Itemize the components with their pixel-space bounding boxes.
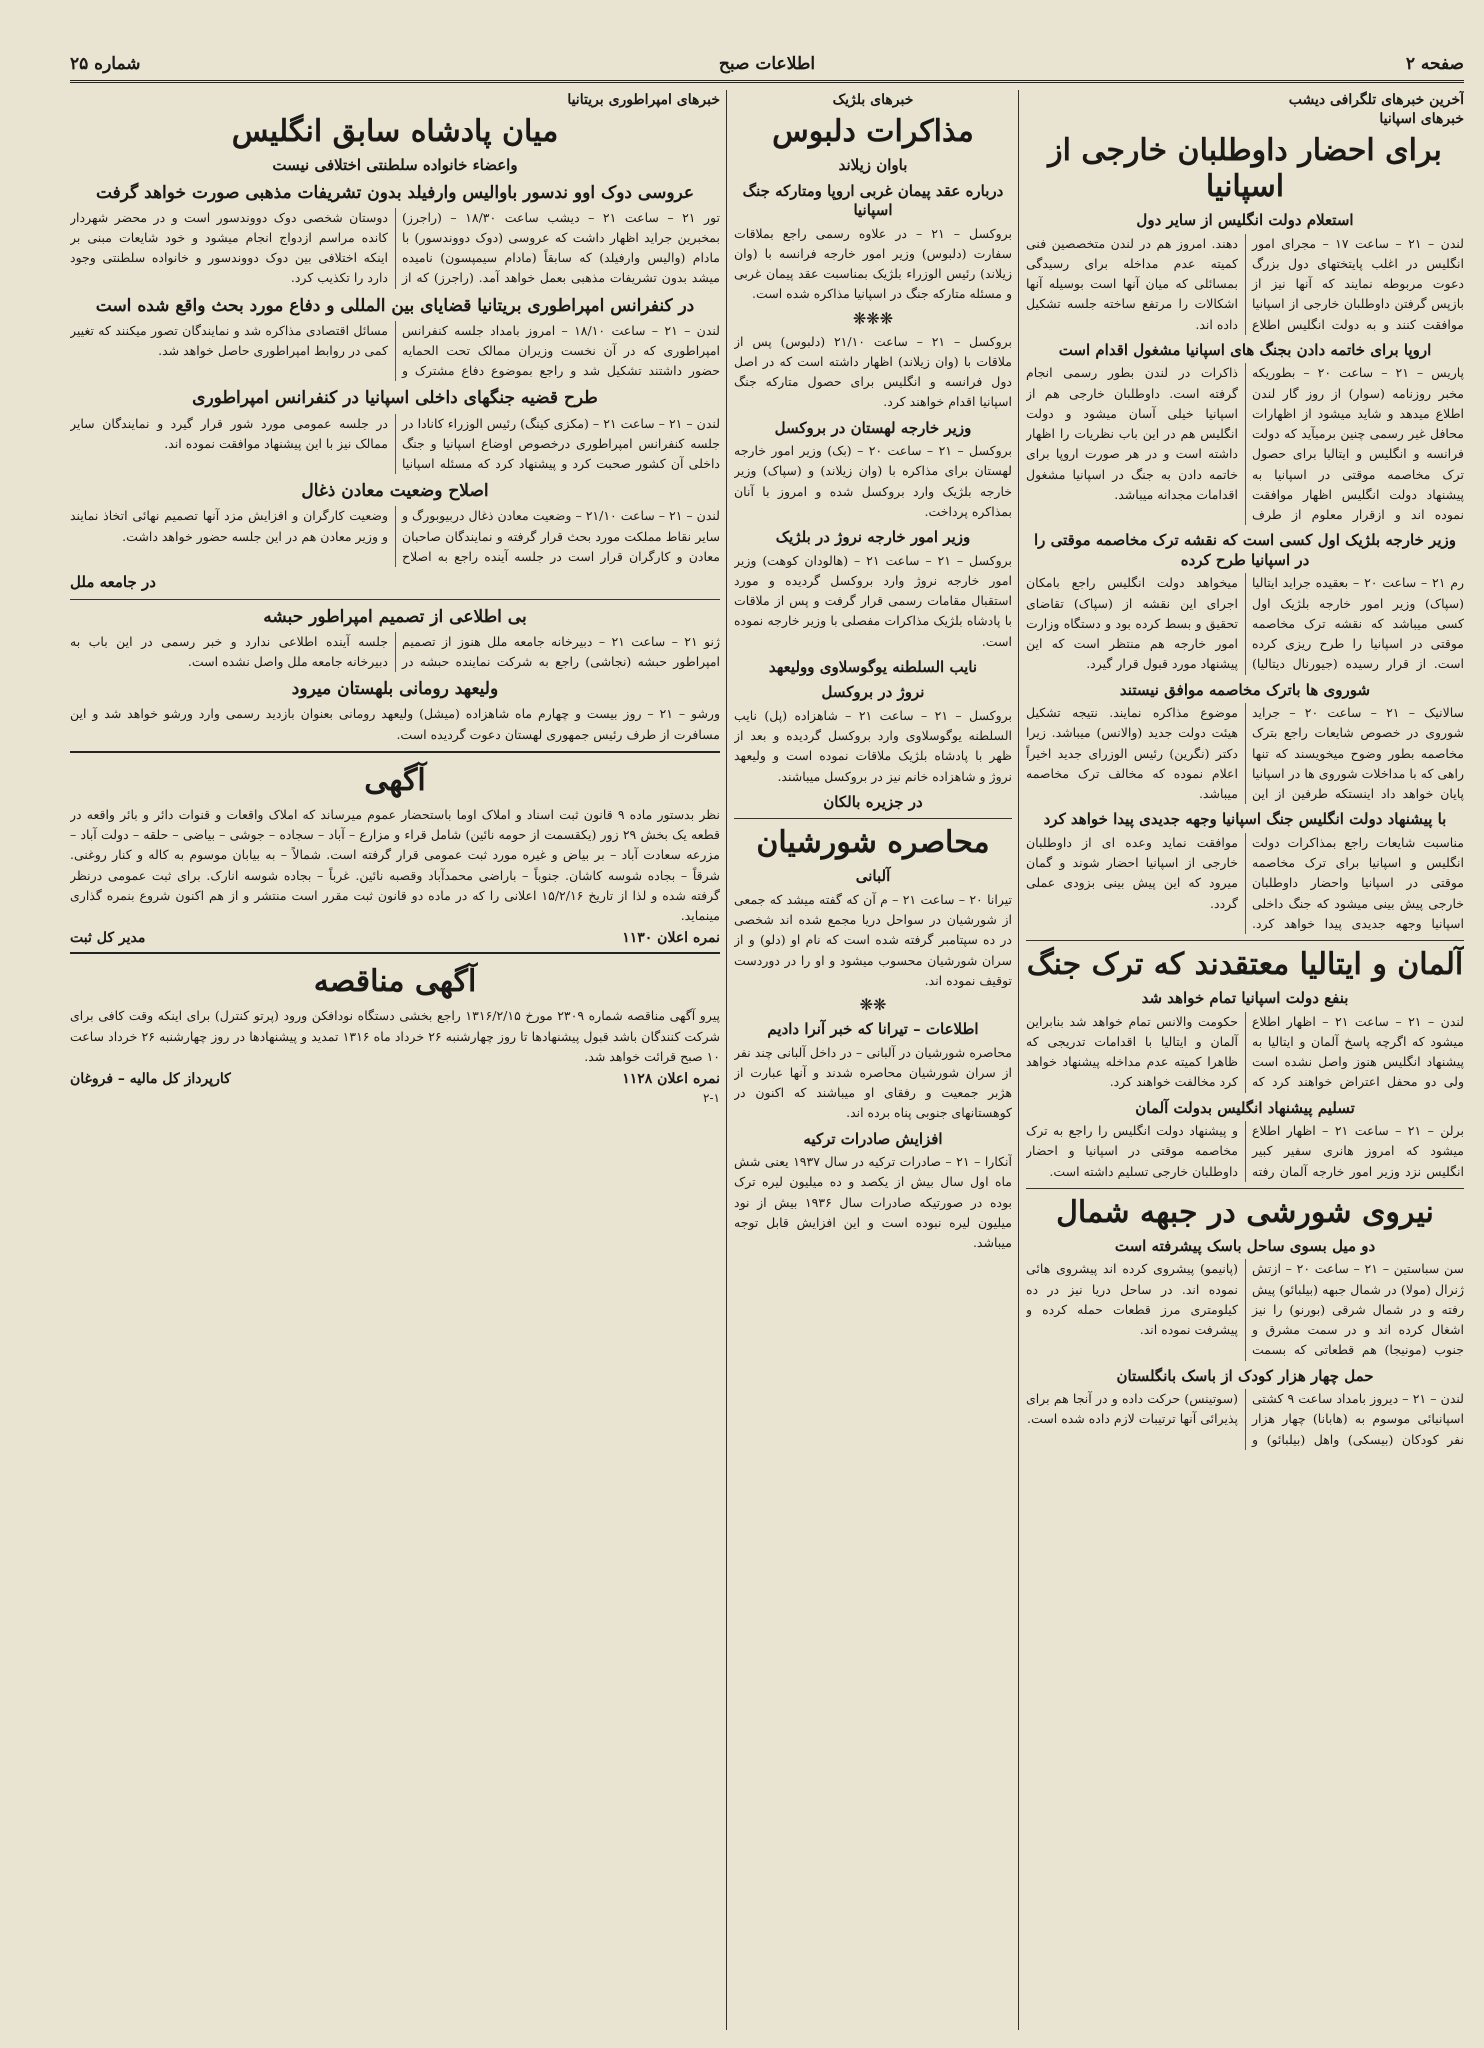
subheadline: بی اطلاعی از تصمیم امپراطور حبشه <box>263 606 527 627</box>
ad-signature <box>70 930 720 946</box>
kicker: خبرهای اسپانیا <box>1379 111 1464 127</box>
article-text: بروکسل – ۲۱ – در علاوه رسمی راجع بملاقات سفارت (دلبوس) وزیر امور خارجه فرانسه با (وان زیلاند) رئیس الوزراء بلژیک بمناسبت عقد پیمان غربی و مسئله متارکه جنگ در اسپانیا مذاکره شده است. <box>734 225 1012 302</box>
ad-title: آگهی <box>364 762 426 798</box>
headline: نیروی شورشی در جبهه شمال <box>1056 1194 1434 1230</box>
article-text: پاریس – ۲۱ – ساعت ۲۰ – بطوریکه مخبر روزنامه (سوار) از روز گار لندن اطلاع میدهد و شاید میشود از اظهارات محافل غیر رسمی چنین برمیآید که دولت فرانسه و انگلیس و ایتالیا برای حصول ترک مخاصمه موقتی در اسپانیا به پیشنهاد دولت انگلیس اظهار موافقت نموده اند و ازقرار معلوم از طرف ذاکرات در لندن بطور رسمی انجام گرفته است. داوطلبان خارجی هم از اسپانیا خیلی آسان میشود و دولت انگلیس هم در این باب نظریات را اظهار داشته است و در هر صورت اروپا برای خاتمه دادن به جنگ در اسپانیا مشغول اقدامات مجدانه میباشد. <box>1026 365 1464 522</box>
subheadline: وزیر خارجه بلژیک اول کسی است که نقشه ترک مخاصمه موقتی را در اسپانیا طرح کرده <box>1034 531 1456 569</box>
article-text: بروکسل – ۲۱ – ساعت ۲۰ – (بک) وزیر امور خارجه لهستان برای مذاکره با (وان زیلاند) و (سپاک) وزیر خارجه بلژیک وارد بروکسل شده و امروز با آنان بمذاکره پرداخت. <box>734 443 1012 519</box>
advertisement-registration <box>70 751 720 947</box>
divider <box>734 818 1012 819</box>
headline: برای احضار داوطلبان خارجی از اسپانیا <box>1048 133 1442 204</box>
article-text: تیرانا ۲۰ – ساعت ۲۱ – م آن که گفته میشد که جمعی از شورشیان در سواحل دریا مجمع شده اند شخصی در ده سپتامبر گرفته شده است که نام او (دلو) و از سران شورشیان محسوب میشود و او را در دوردست توقیف نموده اند. <box>734 891 1012 988</box>
article-text: بروکسل – ۲۱ – ساعت ۲۱/۱۰ (دلبوس) پس از ملاقات با (وان زیلاند) اظهار داشته است که در اصل دول فرانسه و انگلیس برای حصول متارکه جنگ اسپانیا اقدام خواهند کرد. <box>734 333 1012 410</box>
subheadline: افزایش صادرات ترکیه <box>803 1129 943 1148</box>
article-text: لندن – ۲۱ – ساعت ۱۸/۱۰ – امروز بامداد جلسه کنفرانس امپراطوری که در آن نخست وزیران ممالک تحت الحمایه حضور داشتند تشکیل شد و راجع بموضوع دفاع مشترک و مسائل اقتصادی مذاکره شد و نمایندگان تصور میکنند که تغییر کمی در روابط امپراطوری حاصل خواهد شد. <box>70 322 720 379</box>
subheadline: در کنفرانس امپراطوری بریتانیا قضایای بین المللی و دفاع مورد بحث واقع شده است <box>95 295 695 316</box>
separator-ornament: ❋❋ <box>859 995 887 1014</box>
article-text: لندن – ۲۱ – ساعت ۱۷ – مجرای امور انگلیس در اغلب پایتختهای دول بزرگ دعوت مربوطه نمایند که آنها نیز از بازپس گرفتن داوطلبان خارجی از اسپانیا موافقت کنند و به دولت انگلیس اطلاع دهند. امروز هم در لندن متخصصین فنی کمیته عدم مداخله برای رسیدگی بمسائلی که میان آنها است بوسیله آنها اشکالات را مرتفع ساخته جلسه تشکیل داده اند. <box>1026 235 1464 332</box>
subheadline: نایب السلطنه یوگوسلاوی وولیعهد <box>768 657 978 676</box>
subheadline: باوان زیلاند <box>838 156 908 174</box>
ad-text: پیرو آگهی مناقصه شماره ۲۳۰۹ مورخ ۱۳۱۶/۲/۱۵ راجع بخشی دستگاه نودافکن ورود (پرتو کنترل) برای اینکه وقت کافی برای شرکت کنندگان باشد قبول پیشنهادها تا روز چهارشنبه ۲۶ خرداد ماه ۱۳۱۶ تمدید و پیشنهادها در روز چهارشنبه ۲۶ خرداد ساعت ۱۰ صبح قرائت خواهد شد. <box>70 1008 720 1064</box>
ad-notice-number: نمره اعلان ۱۱۲۸ <box>622 1071 720 1088</box>
subheadline: درباره عقد پیمان غربی اروپا ومتارکه جنگ اسپانیا <box>742 181 1004 219</box>
column-british-empire-news <box>70 90 720 2030</box>
subheadline: حمل چهار هزار کودک از باسک بانگلستان <box>1116 1366 1374 1385</box>
subheadline: طرح قضیه جنگهای داخلی اسپانیا در کنفرانس امپراطوری <box>192 388 598 409</box>
subheadline: در جامعه ملل <box>70 573 156 592</box>
subheadline: استعلام دولت انگلیس از سایر دول <box>1136 211 1354 229</box>
kicker: خبرهای بلژیک <box>832 92 914 108</box>
subheadline: واعضاء خانواده سلطنتی اختلافی نیست <box>272 156 518 174</box>
subheadline: بنفع دولت اسپانیا تمام خواهد شد <box>1141 989 1349 1007</box>
column-belgium-news <box>734 90 1012 2030</box>
ad-notice-number: نمره اعلان ۱۱۳۰ <box>622 930 720 947</box>
article-text: لندن – ۲۱ – ساعت ۲۱ – اظهار اطلاع میشود که اگرچه پاسخ آلمان و ایتالیا به پیشنهاد انگلیس هنوز واصل نشده است ولی دو محفل اعتراض خواهند کرد که حکومت والانس تمام خواهد شد بنابراین آلمان و ایتالیا با اقدامات تدریجی که ظاهرا کمیته عدم مداخله پیشنهاد خواهد کرد مخالفت خواهند کرد. <box>1026 1013 1464 1090</box>
article-text: محاصره شورشیان در آلبانی – در داخل آلبانی چند نفر از سران شورشیان محاصره شدند و آنها عبارت از هژبر جمعیت و رفقای او میباشند که اکنون در کوهستانهای جنوبی پناه برده اند. <box>734 1044 1012 1121</box>
subheadline: وزیر خارجه لهستان در بروکسل <box>774 418 972 437</box>
article-text: رم ۲۱ – ساعت ۲۰ – بعقیده جراید ایتالیا (سپاک) وزیر امور خارجه بلژیک اول کسی میباشد که نقشه ترک مخاصمه موقتی در اسپانیا را طرح ریزی کرده است. از قرار رسیده (جیورنال دیتالیا) میخواهد دولت انگلیس راجع بامکان اجرای این نقشه از (سپاک) تقاضای تحقیق و بسط کرده بود و دستگاه وزارت امور خارجه هم منتظر است که این پیشنهاد مورد قبول قرار گیرد. <box>1026 575 1464 672</box>
column-spain-news <box>1026 90 1464 2030</box>
column-divider <box>1018 90 1019 2030</box>
masthead-rule <box>70 80 1464 83</box>
article-text: بروکسل – ۲۱ – ساعت ۲۱ – شاهزاده (پل) نایب السلطنه یوگوسلاوی وارد بروکسل گردیده و بعد از ظهر با پادشاه بلژیک ملاقات نموده است و ولیعهد نروژ و شاهزاده خانم نیز در بروکسل میباشند. <box>734 707 1012 784</box>
column-divider <box>726 90 727 2030</box>
kicker: خبرهای امپراطوری بریتانیا <box>567 92 720 108</box>
subheadline: دو میل بسوی ساحل باسک پیشرفته است <box>1114 1236 1376 1255</box>
article-text: بروکسل – ۲۱ – ساعت ۲۱ – (هالودان کوهت) وزیر امور خارجه نروژ وارد بروکسل گردیده و مورد استقبال مقامات رسمی قرار گرفت و پس از ملاقات با پادشاه بلژیک مذاکرات مفصلی با وزیر خارجه نموده است. <box>734 552 1012 649</box>
separator-ornament: ❋❋❋ <box>852 308 894 328</box>
subheadline: در جزیره بالکان <box>823 792 923 811</box>
subheadline: اصلاح وضعیت معادن ذغال <box>301 481 489 502</box>
subheadline: آلبانی <box>855 867 891 886</box>
article-text: تور ۲۱ – ساعت ۲۱ – دیشب ساعت ۱۸/۳۰ – (راجرز) بمخبرین جراید اظهار داشت که عروسی (دوک دووندسور) با مادام (والیس وارفیلد) که سابقاً (مادام سیمپسون) نامیده میشد بدون تشریفات مذهبی بعمل خواهد آمد. (راجرز) که از دوستان شخصی دوک دووندسور است و در محضر شهردار کانده مراسم ازدواج انجام میشود و خود شایعات مبنی بر اینکه اختلافی بین دوک دووندسور و خانواده سلطنتی وجود دارد را تکذیب کرد. <box>70 209 720 286</box>
newspaper-page <box>70 50 1464 2030</box>
subheadline: تسلیم پیشنهاد انگلیس بدولت آلمان <box>1135 1098 1355 1117</box>
kicker: آخرین خبرهای تلگرافی دیشب <box>1288 92 1464 108</box>
divider <box>1026 1188 1464 1189</box>
subheadline: وزیر امور خارجه نروژ در بلژیک <box>775 528 971 546</box>
ad-title: آگهی مناقصه <box>313 964 477 1000</box>
subheadline: عروسی دوک اوو ندسور باوالیس وارفیلد بدون تشریفات مذهبی صورت خواهد گرفت <box>95 182 695 203</box>
article-text: لندن – ۲۱ – ساعت ۲۱ – (مکزی کینگ) رئیس الوزراء کانادا در جلسه کنفرانس امپراطوری درخصوص اوضاع اسپانیا و جنگ داخلی آن کشور صحبت کرد و پیشنهاد کرد که مسئله اسپانیا در جلسه عمومی مورد شور قرار گیرد و نمایندگان سایر ممالک نیز با این پیشنهاد موافقت نموده اند. <box>70 415 720 472</box>
divider <box>1026 940 1464 941</box>
article-text: مناسبت شایعات راجع بمذاکرات دولت انگلیس و اسپانیا برای ترک مخاصمه موقتی در اسپانیا واحضار داوطلبان خارجی پیش بینی میشود که جنگ داخلی اسپانیا وجهه جدیدی پیدا خواهد کرد. موافقت نماید وعده ای از داوطلبان خارجی از اسپانیا احضار شوند و گمان میرود که این پیش بینی بزودی عملی گردد. <box>1026 834 1464 931</box>
article-text: آنکارا – ۲۱ – صادرات ترکیه در سال ۱۹۳۷ یعنی شش ماه اول سال بیش از یکصد و ده میلیون لیره ترک بوده در صورتیکه صادرات سال ۱۹۳۶ بیش از نود میلیون لیره نبوده است و این افزایش قابل توجه میباشد. <box>734 1154 1012 1250</box>
subheadline: با پیشنهاد دولت انگلیس جنگ اسپانیا وجهه جدیدی پیدا خواهد کرد <box>1043 810 1447 829</box>
ad-signatory: کارپرداز کل مالیه – فروغان <box>70 1071 231 1088</box>
headline: محاصره شورشیان <box>756 825 990 861</box>
headline: میان پادشاه سابق انگلیس <box>231 114 559 149</box>
ad-text: نظر بدستور ماده ۹ قانون ثبت اسناد و املاک اوما باستحضار عموم میرساند که املاک واقعات و قنوات دائر و بائر واقعه در قطعه یک بخش ۲۹ زور (یکقسمت از حومه نائین) شامل قراء و مزارع – آباد – سجاده – جوشی – بیاضی – حلقه – دولت آباد – مزرعه سعادت آباد – بر بیاض و غیره مورد ثبت عمومی قرار گرفته است. شمالاً – به بیابان موسوم به کاله و کنار روغنی. شرقاً – بجاده شوسه کاشان. جنوباً – باراضی محمدآباد وقصبه نائین. غرباً – بجاده شوسه انارک. برای ثبت عمومی درنظر گرفته شده و لذا از تاریخ ۱۵/۲/۱۶ اعلانی را که در ماده دو قانون ثبت مقرر است منتشر و از هم اکنون شروع بنمره گذاری مینماید. <box>70 806 720 924</box>
subheadline: ولیعهد رومانی بلهستان میرود <box>291 679 499 700</box>
subheadline: اطلاعات – تیرانا که خبر آنرا دادیم <box>767 1020 979 1038</box>
advertisement-tender <box>70 952 720 1105</box>
headline: آلمان و ایتالیا معتقدند که ترک جنگ <box>1026 947 1464 982</box>
article-text: لندن – ۲۱ – دیروز بامداد ساعت ۹ کشتی اسپانیائی موسوم به (هابانا) چهار هزار نفر کودکان (بیسکی) واهل (بیلبائو) و (سوتینس) حرکت داده و در آنجا هم برای پذیرائی آنها ترتیبات لازم داده شده است. <box>1026 1391 1464 1447</box>
page-label: صفحه ۲ <box>1405 54 1464 74</box>
article-text: سن سباستین – ۲۱ – ساعت ۲۰ – ازتش ژنرال (مولا) در شمال جبهه (بیلبائو) پیش رفته و در شمال شرقی (بورنو) را نیز اشغال کرده اند و در سمت مشرق و جنوب (مونیجا) هم قطعاتی که بسمت (پانیمو) پیشروی کرده اند پیشروی هائی نموده اند. در ساحل دریا نیز در ده کیلومتری مرز قطعات حمله کرده و پیشرفت نموده اند. <box>1026 1261 1464 1358</box>
paper-name: اطلاعات صبح <box>718 54 816 74</box>
subheadline: اروپا برای خاتمه دادن بجنگ های اسپانیا مشغول اقدام است <box>1058 340 1432 359</box>
issue-label: شماره ۲۵ <box>70 54 141 74</box>
page-code: ۲-۱ <box>703 1091 720 1106</box>
article-text: ژنو ۲۱ – ساعت ۲۱ – دبیرخانه جامعه ملل هنوز از تصمیم امپراطور حبشه (نجاشی) راجع به شرکت نماینده حبشه در جلسه آینده اطلاعی ندارد و خبر رسمی در این باب به دبیرخانه جامعه ملل واصل نشده است. <box>70 633 720 669</box>
subheadline: نروژ در بروکسل <box>821 683 925 702</box>
article-text: برلن – ۲۱ – ساعت ۲۱ – اظهار اطلاع میشود که امروز هانری سفیر کبیر انگلیس نزد وزیر امور خارجه آلمان رفته و پیشنهاد دولت انگلیس را راجع به ترک مخاصمه موقتی در اسپانیا و احضار داوطلبان خارجی تسلیم داشته است. <box>1026 1123 1464 1179</box>
headline: مذاکرات دلبوس <box>772 114 974 149</box>
article-text: سالانیک – ۲۱ – ساعت ۲۰ – جراید شوروی در خصوص شایعات راجع بترک مخاصمه بطور وضوح میخویسند که تنها راهی که با مداخلات شوروی ها در اسپانیا پایان خواهد داد اینستکه طرفین از این موضوع مذاکره نمایند. نتیجه تشکیل هیئت دولت جدید (والانس) میباشد. زیرا دکتر (نگرین) رئیس الوزرای جدید اخیراً اعلام نموده که مخالف ترک مخاصمه میباشد. <box>1026 705 1464 801</box>
article-text: لندن – ۲۱ – ساعت ۲۱/۱۰ – وضعیت معادن ذغال دربیوبورگ و سایر نقاط مملکت مورد بحث قرار گرفته و نمایندگان صاحبان معادن و کارگران قرار است در جلسه آینده راجع به اصلاح وضعیت کارگران و افزایش مزد آنها تصمیم نهائی اتخاذ نمایند و وزیر معادن هم در این جلسه حضور خواهد داشت. <box>70 508 720 564</box>
ad-signature <box>70 1071 720 1087</box>
article-text: ورشو – ۲۱ – روز بیست و چهارم ماه شاهزاده (میشل) ولیعهد رومانی بعنوان بازدید رسمی وارد ورشو خواهد شد و این مسافرت از طرف رئیس جمهوری لهستان دعوت گردیده است. <box>70 706 720 742</box>
subheadline: شوروی ها باترک مخاصمه موافق نیستند <box>1119 680 1371 699</box>
divider <box>70 599 720 600</box>
masthead <box>70 50 1464 78</box>
ad-signatory: مدیر کل ثبت <box>70 930 146 947</box>
